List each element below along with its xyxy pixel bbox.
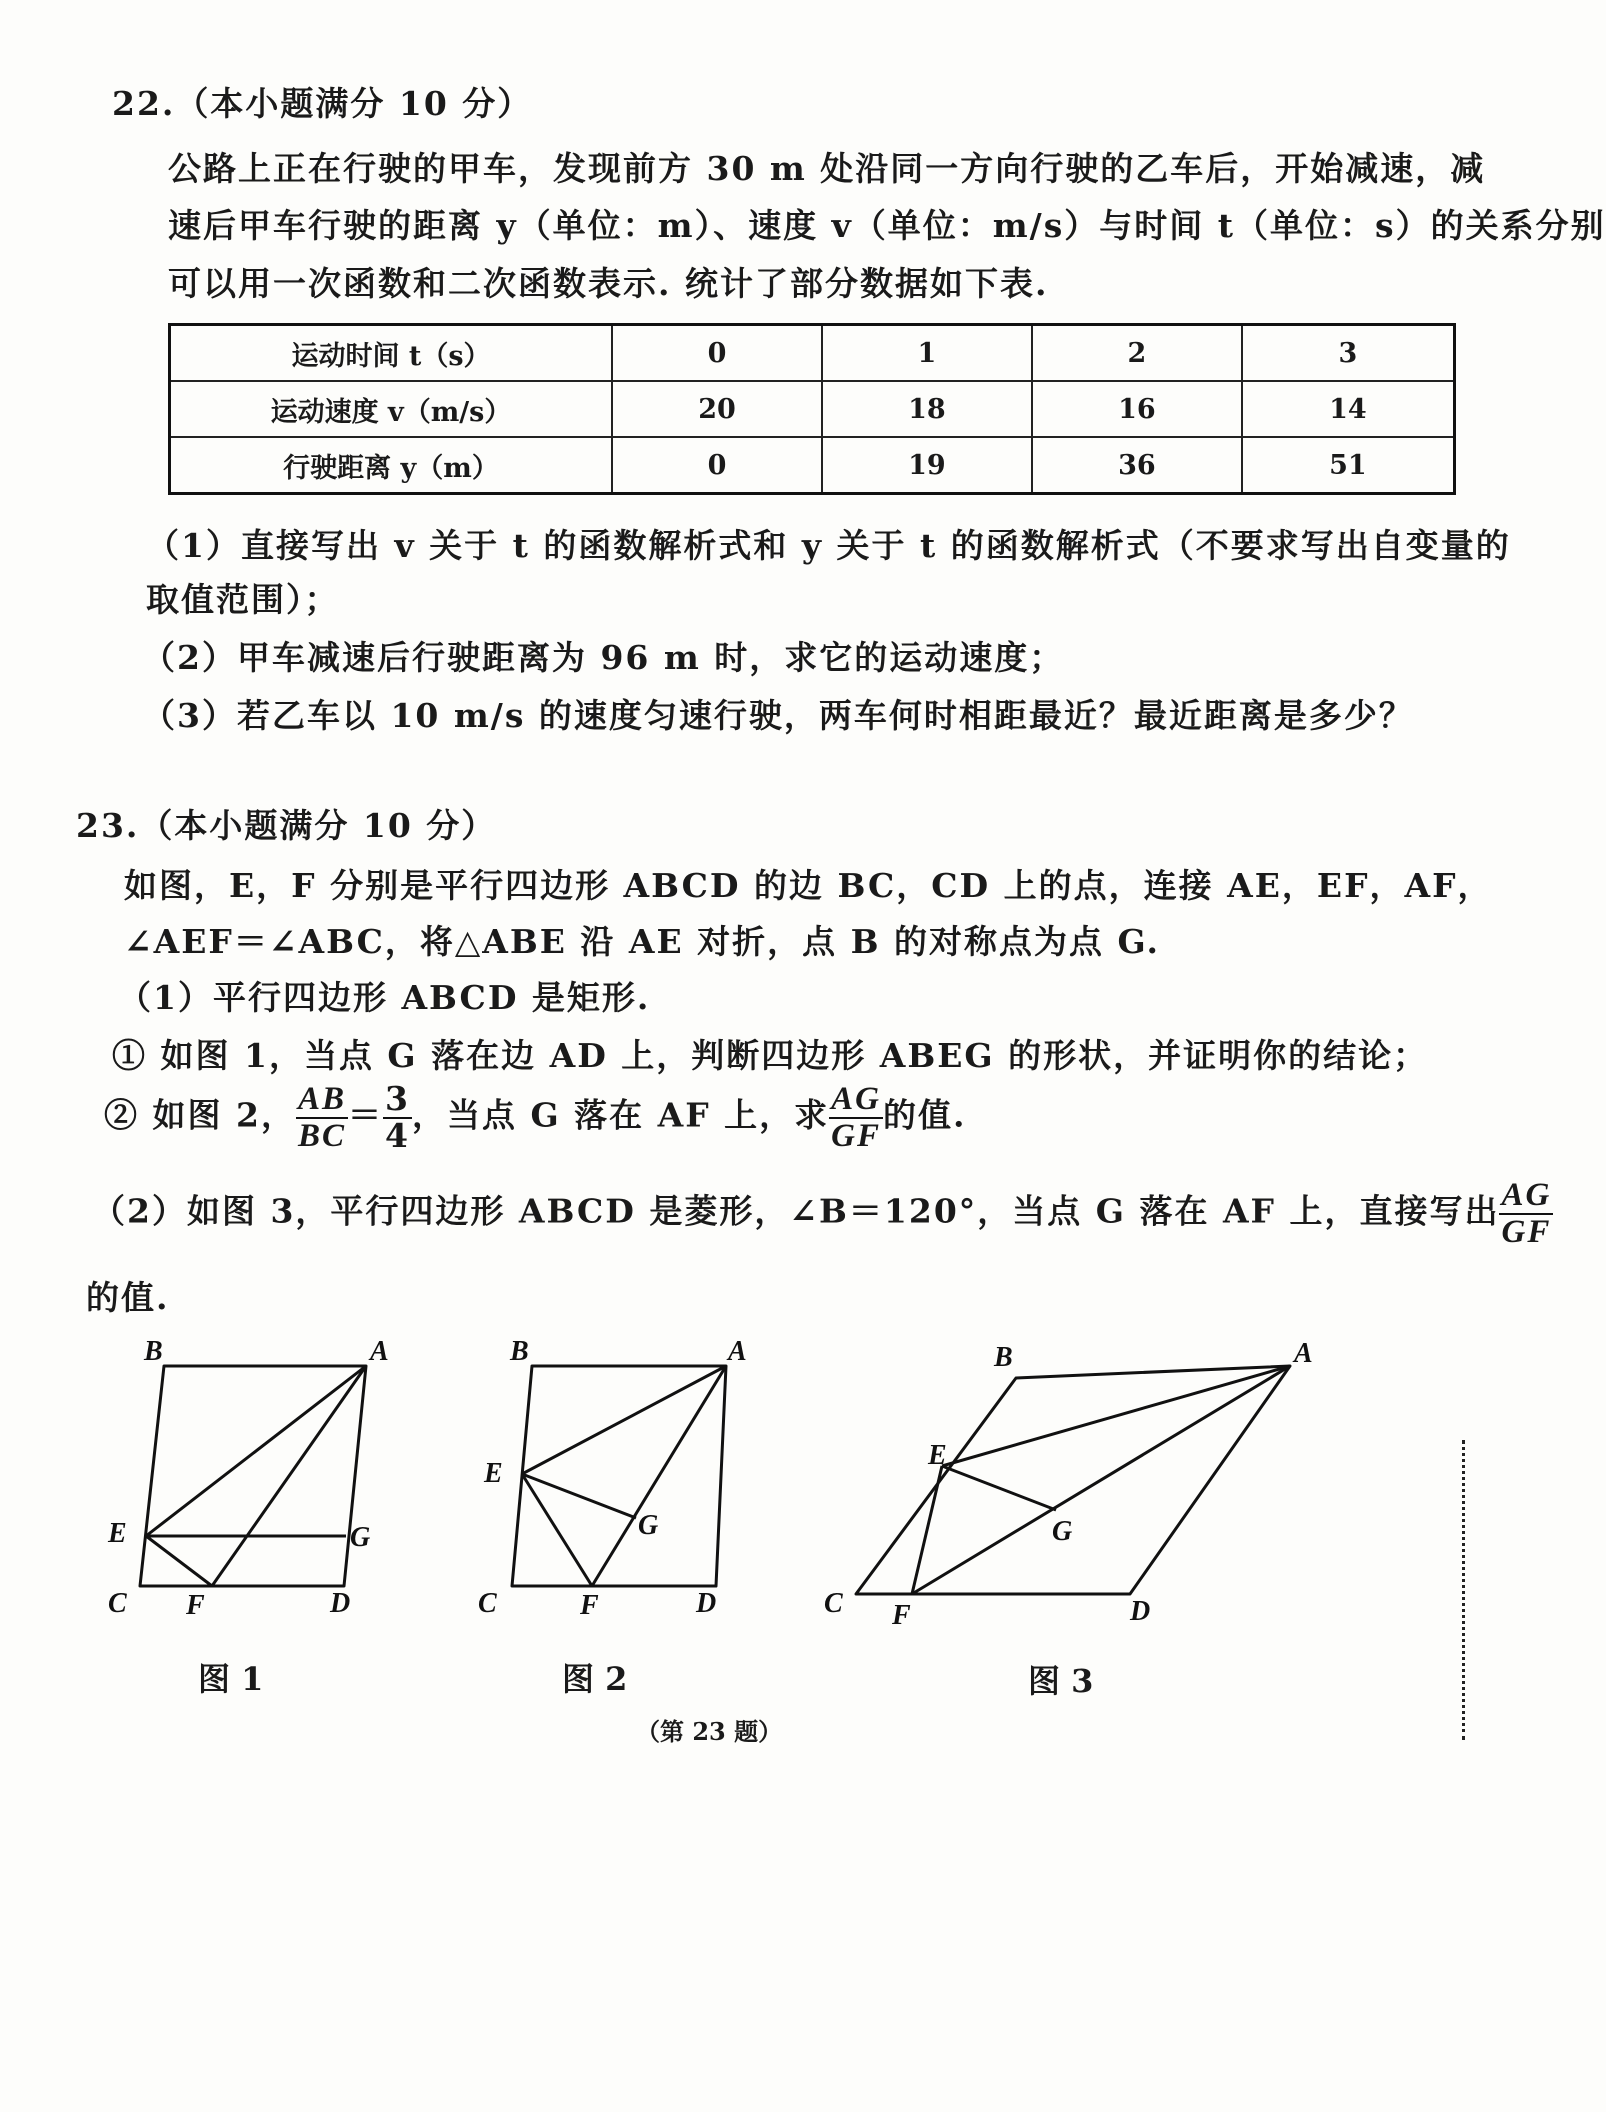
figure-2-label-d: D bbox=[696, 1588, 717, 1619]
figure-3-label-e: E bbox=[928, 1440, 947, 1471]
ratio-ag-gf bbox=[1499, 1178, 1553, 1249]
fraction-denominator: GF bbox=[831, 1117, 881, 1154]
fraction-numerator: AG bbox=[1501, 1177, 1552, 1213]
figure-2-label-a: A bbox=[728, 1336, 747, 1367]
equals-sign: ＝ bbox=[347, 1095, 383, 1135]
table-row-label: 运动时间 t（s） bbox=[170, 325, 613, 382]
q23-intro-line-1: 如图，E，F 分别是平行四边形 ABCD 的边 BC，CD 上的点，连接 AE，EF，AF， bbox=[124, 866, 1493, 905]
q22-title: 22.（本小题满分 10 分） bbox=[112, 84, 533, 123]
figure-2-label-e: E bbox=[484, 1458, 503, 1489]
table-cell: 3 bbox=[1242, 325, 1455, 382]
fraction-numerator: AB bbox=[297, 1081, 346, 1117]
table-cell: 16 bbox=[1032, 381, 1242, 437]
q23-part-2 bbox=[92, 1178, 1553, 1249]
fraction-denominator: BC bbox=[297, 1117, 346, 1154]
figure-2-diagram bbox=[512, 1366, 726, 1586]
table-row bbox=[170, 325, 1455, 382]
figure-3-label-d: D bbox=[1130, 1596, 1151, 1627]
figure-3-label-g: G bbox=[1052, 1516, 1073, 1547]
table-cell: 2 bbox=[1032, 325, 1242, 382]
q22-part-3: （3）若乙车以 10 m/s 的速度匀速行驶，两车何时相距最近？最近距离是多少？ bbox=[142, 696, 1414, 735]
figure-3-label-b: B bbox=[994, 1342, 1013, 1373]
q22-intro-line-2: 速后甲车行驶的距离 y（单位：m）、速度 v（单位：m/s）与时间 t（单位：s）的关系分别 bbox=[168, 206, 1606, 245]
figure-3-label-f: F bbox=[892, 1600, 911, 1631]
table-cell: 1 bbox=[822, 325, 1032, 382]
ratio-ab-bc bbox=[296, 1082, 348, 1153]
figure-1-label-d: D bbox=[330, 1588, 351, 1619]
table-cell: 36 bbox=[1032, 437, 1242, 494]
q22-intro-line-1: 公路上正在行驶的甲车，发现前方 30 m 处沿同一方向行驶的乙车后，开始减速，减 bbox=[168, 149, 1486, 188]
figure-3-label-a: A bbox=[1294, 1338, 1313, 1369]
table-cell: 14 bbox=[1242, 381, 1455, 437]
q22-part-2: （2）甲车减速后行驶距离为 96 m 时，求它的运动速度； bbox=[142, 638, 1065, 677]
q23-part-1: （1）平行四边形 ABCD 是矩形. bbox=[118, 978, 651, 1017]
figure-1-label-c: C bbox=[108, 1588, 127, 1619]
q23-part-2-end: 的值. bbox=[86, 1278, 170, 1317]
q23-sub-2-post: 的值. bbox=[882, 1095, 967, 1135]
table-row-label: 运动速度 v（m/s） bbox=[170, 381, 613, 437]
table-cell: 0 bbox=[612, 325, 822, 382]
q22-part-1-line-1: （1）直接写出 v 关于 t 的函数解析式和 y 关于 t 的函数解析式（不要求写出自变量的 bbox=[146, 526, 1511, 565]
q23-sub-2-pre: ② 如图 2， bbox=[104, 1095, 296, 1135]
q23-sub-1: ① 如图 1，当点 G 落在边 AD 上，判断四边形 ABEG 的形状，并证明你的结论； bbox=[112, 1036, 1429, 1075]
figure-2-label-f: F bbox=[580, 1590, 599, 1621]
figure-1-label-b: B bbox=[144, 1336, 163, 1367]
figure-2-label-g: G bbox=[638, 1510, 659, 1541]
figure-3-label-c: C bbox=[824, 1588, 843, 1619]
q23-intro-line-2: ∠AEF＝∠ABC，将△ABE 沿 AE 对折，点 B 的对称点为点 G. bbox=[124, 922, 1160, 961]
q22-data-table bbox=[168, 323, 1456, 495]
q22-intro-line-3: 可以用一次函数和二次函数表示. 统计了部分数据如下表. bbox=[168, 264, 1049, 303]
figure-3-diagram bbox=[856, 1366, 1290, 1594]
ratio-ag-gf bbox=[829, 1082, 883, 1153]
table-cell: 18 bbox=[822, 381, 1032, 437]
q23-footer: （第 23 题） bbox=[636, 1717, 783, 1746]
figure-1-diagram bbox=[140, 1366, 366, 1586]
figure-2-label-b: B bbox=[510, 1336, 529, 1367]
figure-1-label-g: G bbox=[350, 1522, 371, 1553]
figure-1-label-f: F bbox=[186, 1590, 205, 1621]
ratio-value bbox=[383, 1079, 412, 1155]
q23-title: 23.（本小题满分 10 分） bbox=[76, 806, 497, 845]
figure-1-caption: 图 1 bbox=[198, 1660, 264, 1698]
table-row bbox=[170, 437, 1455, 494]
figure-2-caption: 图 2 bbox=[562, 1660, 628, 1698]
figure-3-caption: 图 3 bbox=[1028, 1662, 1094, 1700]
figure-2-label-c: C bbox=[478, 1588, 497, 1619]
table-row bbox=[170, 381, 1455, 437]
table-cell: 51 bbox=[1242, 437, 1455, 494]
q23-part-2-pre: （2）如图 3，平行四边形 ABCD 是菱形，∠B＝120°，当点 G 落在 AF 上，直接写出 bbox=[92, 1191, 1500, 1231]
table-cell: 20 bbox=[612, 381, 822, 437]
fraction-denominator: GF bbox=[1501, 1213, 1552, 1250]
table-row-label: 行驶距离 y（m） bbox=[170, 437, 613, 494]
figure-1-label-e: E bbox=[108, 1518, 127, 1549]
fraction-numerator: AG bbox=[831, 1081, 881, 1117]
q22-part-1-line-2: 取值范围）； bbox=[146, 580, 340, 619]
table-cell: 0 bbox=[612, 437, 822, 494]
binding-dashed-line bbox=[1462, 1440, 1465, 1740]
q23-sub-2 bbox=[104, 1079, 967, 1155]
table-cell: 19 bbox=[822, 437, 1032, 494]
q23-sub-2-mid: ，当点 G 落在 AF 上，求 bbox=[411, 1095, 830, 1135]
fraction-denominator: 4 bbox=[384, 1115, 410, 1155]
fraction-numerator: 3 bbox=[384, 1079, 410, 1118]
figure-1-label-a: A bbox=[370, 1336, 389, 1367]
